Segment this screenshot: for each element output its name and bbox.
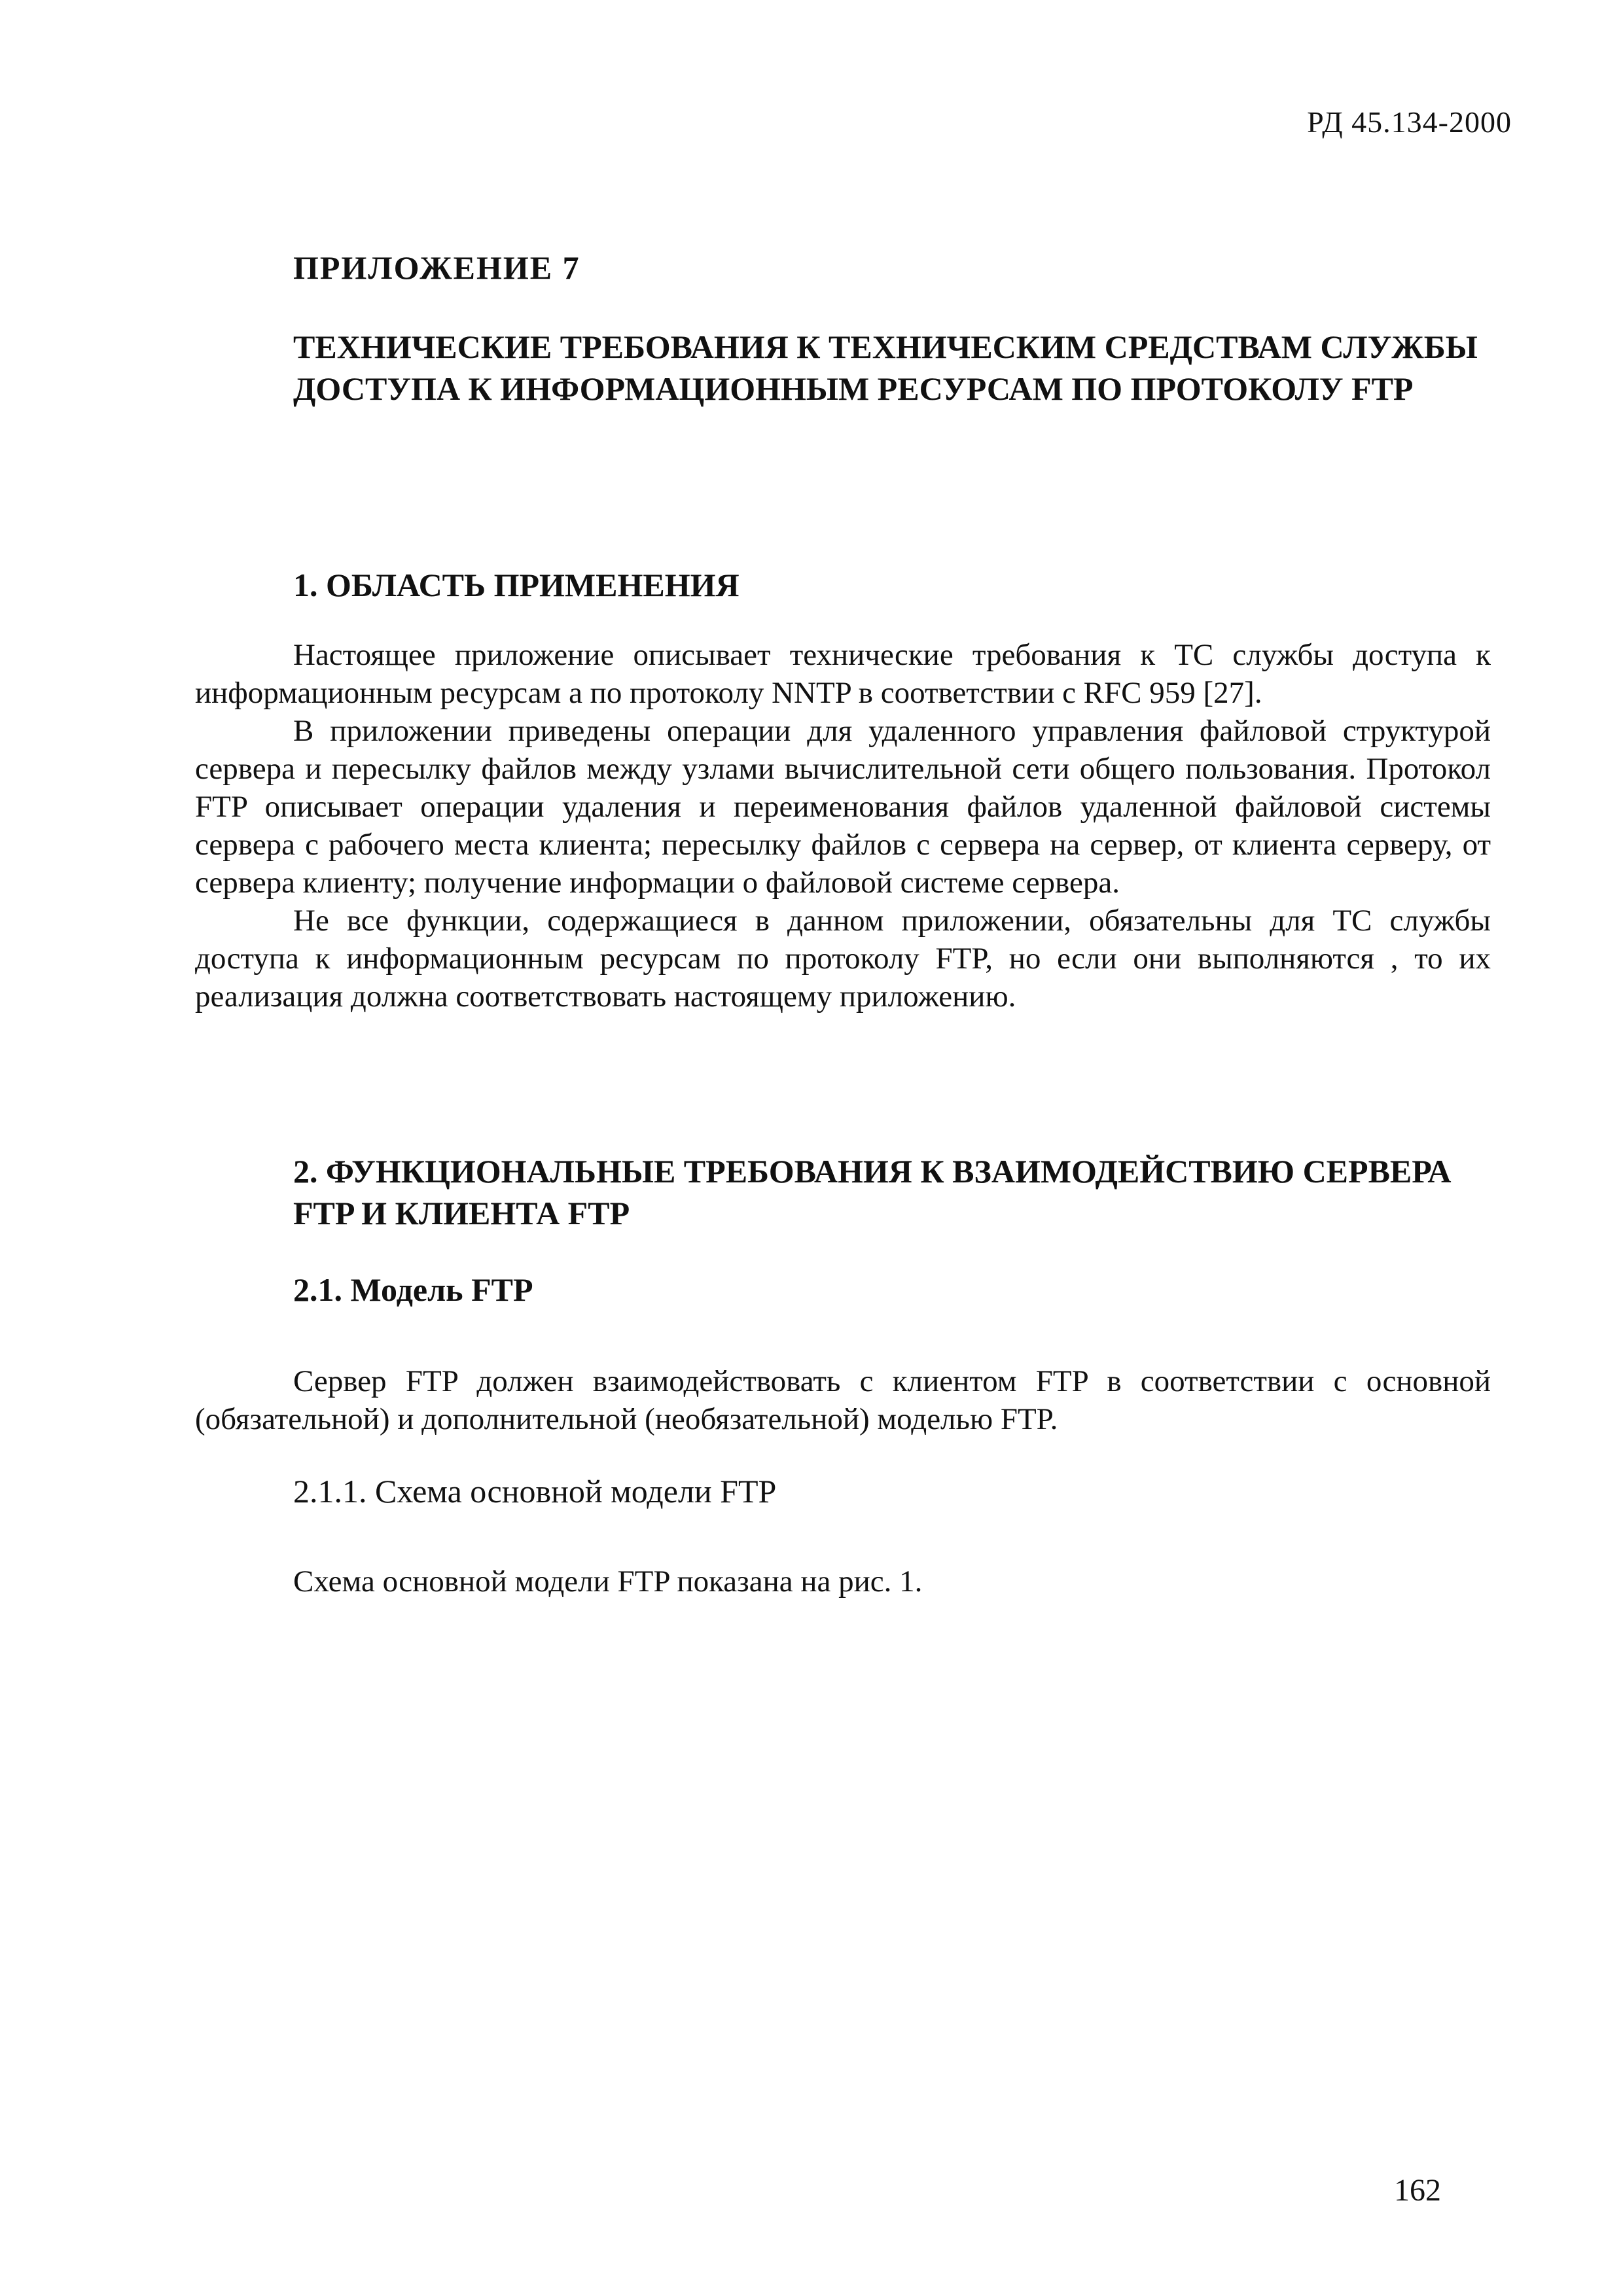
appendix-title-line-1: ТЕХНИЧЕСКИЕ ТРЕБОВАНИЯ К ТЕХНИЧЕСКИМ СРЕДСТВАМ СЛУЖБЫ [293,328,1478,365]
section-1-paragraph-2: В приложении приведены операции для удаленного управления файловой структурой сервера и пересылку файлов между узлами вычислительной сети общего пользования. Протокол FTP описывает операции удаления и переименования файлов удаленной файловой системы сервера с рабочего места клиента; пересылку файлов с сервера на сервер, от клиента серверу, от сервера клиенту; получение информации о файловой системе сервера. [195,714,1491,900]
section-2-heading-line-2: FTP И КЛИЕНТА FTP [293,1195,630,1231]
section-1-paragraph-3: Не все функции, содержащиеся в данном приложении, обязательны для ТС службы доступа к информационным ресурсам по протоколу FTP, но если они выполняются , то их реализация должна соответствовать настоящему приложению. [195,904,1491,1014]
subsection-2-1-1-heading: 2.1.1. Схема основной модели FTP [293,1473,777,1510]
subsection-2-1-body [195,1362,1491,1438]
subsection-2-1-1-body [195,1563,1491,1600]
section-2-heading-line-1: 2. ФУНКЦИОНАЛЬНЫЕ ТРЕБОВАНИЯ К ВЗАИМОДЕЙСТВИЮ СЕРВЕРА [293,1153,1452,1190]
page-number: 162 [1394,2173,1441,2208]
appendix-title-line-2: ДОСТУПА К ИНФОРМАЦИОННЫМ РЕСУРСАМ ПО ПРОТОКОЛУ FTP [293,370,1414,407]
subsection-2-1-heading: 2.1. Модель FTP [293,1271,533,1308]
section-1-body [195,636,1491,1016]
section-1-paragraph-1: Настоящее приложение описывает технические требования к ТС службы доступа к информационным ресурсам а по протоколу NNTP в соответствии с RFC 959 [27]. [195,638,1491,710]
appendix-title [293,326,1537,410]
appendix-label: ПРИЛОЖЕНИЕ 7 [293,249,580,286]
section-2-heading [293,1150,1537,1234]
subsection-2-1-paragraph: Сервер FTP должен взаимодействовать с клиентом FTP в соответствии с основной (обязательной) и дополнительной (необязательной) моделью FTP. [195,1364,1491,1436]
section-1-heading: 1. ОБЛАСТЬ ПРИМЕНЕНИЯ [293,567,740,603]
subsection-2-1-1-paragraph: Схема основной модели FTP показана на рис. 1. [293,1564,923,1598]
document-code: РД 45.134-2000 [1307,105,1512,139]
